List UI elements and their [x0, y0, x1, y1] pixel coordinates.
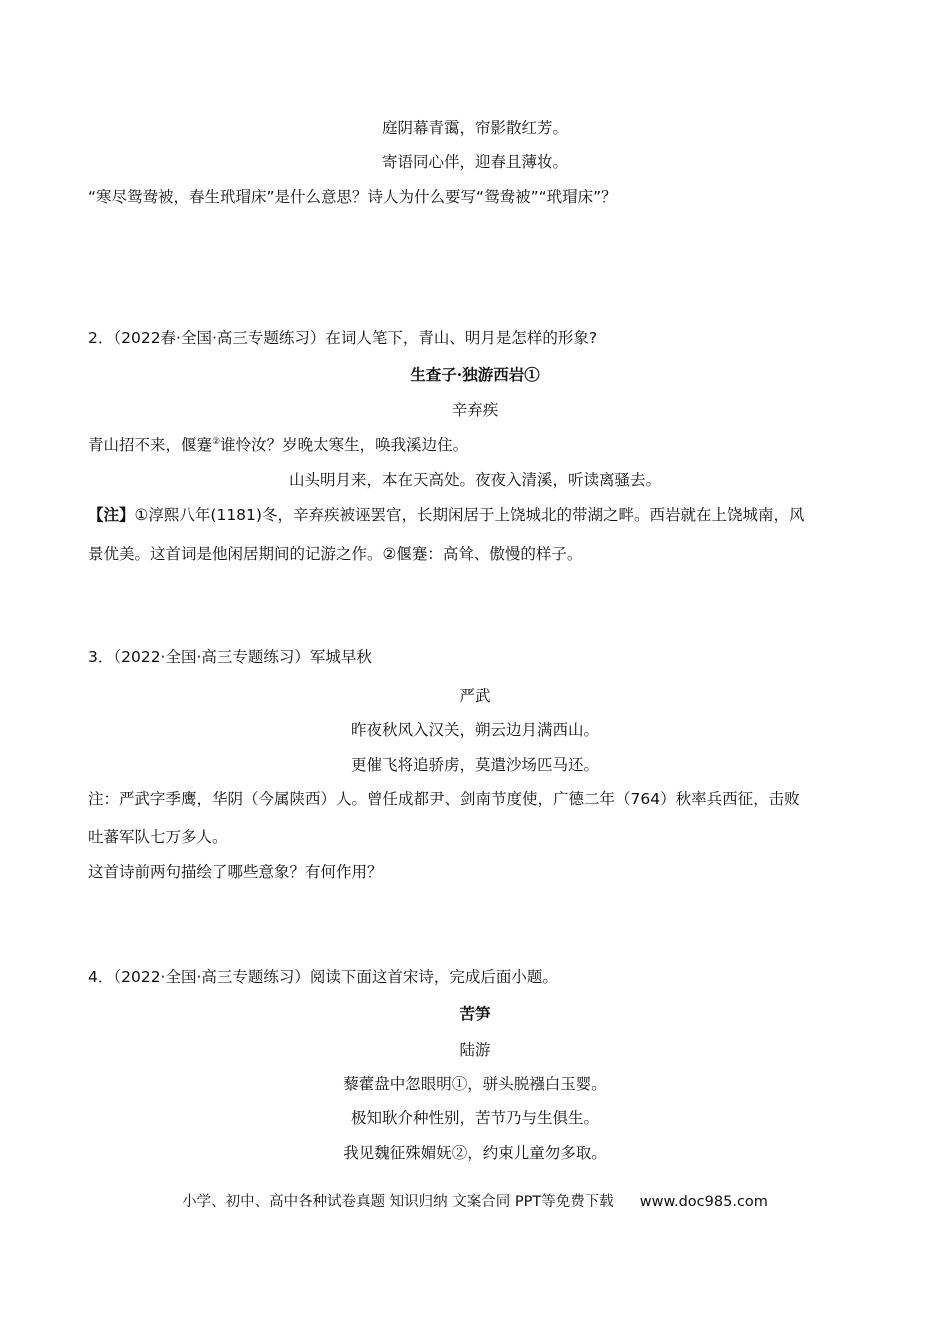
poem-line: 昨夜秋风入汉关，朔云边月满西山。 — [350, 721, 599, 739]
note-text: 注：严武字季鹰，华阴（今属陕西）人。曾任成都尹、剑南节度使，广德二年（764）秋率兵西征，击败 — [88, 790, 800, 808]
poem-line: 极知耿介种性别，苦节乃与生俱生。 — [350, 1109, 599, 1127]
note-text: 吐蕃军队七万多人。 — [88, 828, 228, 846]
poem-line: 藜藿盘中忽眼明①，骈头脱襁白玉婴。 — [343, 1075, 607, 1093]
poem-author: 陆游 — [459, 1041, 491, 1059]
poem-line: 寄语同心伴，迎春且薄妆。 — [381, 153, 568, 171]
poem-title: 苦笋 — [459, 1004, 491, 1023]
poem-line: 我见魏征殊媚妩②，约束儿童勿多取。 — [343, 1144, 607, 1162]
poem-title: 生查子·独游西岩① — [410, 365, 540, 384]
poem-author: 严武 — [459, 687, 491, 705]
poem-line: 更催飞将追骄虏，莫遣沙场匹马还。 — [350, 756, 599, 774]
note-text: 【注】①淳熙八年(1181)冬，辛弃疾被诬罢官，长期闲居于上饶城北的带湖之畔。西岩就在上饶城南，风 — [88, 506, 805, 524]
question-header: 2．（2022春·全国·高三专题练习）在词人笔下，青山、明月是怎样的形象? — [88, 329, 598, 347]
question-text: 这首诗前两句描绘了哪些意象？有何作用？ — [88, 863, 383, 881]
note-text: 景优美。这首词是他闲居期间的记游之作。②偃蹇：高耸、傲慢的样子。 — [88, 545, 583, 563]
question-header: 4．（2022·全国·高三专题练习）阅读下面这首宋诗，完成后面小题。 — [88, 968, 558, 986]
footer-text: 小学、初中、高中各种试卷真题 知识归纳 文案合同 PPT等免费下载 — [182, 1194, 614, 1210]
poem-line: 山头明月来，本在天高处。夜夜入清溪，听读离骚去。 — [288, 471, 661, 489]
note-tag: 【注】 — [88, 506, 135, 524]
poem-line: 青山招不来，偃蹇②谁怜汝？岁晚太寒生，唤我溪边住。 — [88, 436, 469, 454]
footer-link[interactable]: www.doc985.com — [639, 1194, 768, 1210]
poem-author: 辛弃疾 — [451, 401, 499, 419]
poem-line: 庭阴幕青霭，帘影散红芳。 — [381, 119, 568, 137]
question-text: “寒尽鸳鸯被，春生玳瑁床”是什么意思？诗人为什么要写“鸳鸯被”“玳瑁床”？ — [88, 188, 617, 206]
footnote-marker: ② — [212, 436, 221, 447]
question-header: 3．（2022·全国·高三专题练习）军城早秋 — [88, 648, 372, 666]
page-footer — [0, 1190, 950, 1211]
